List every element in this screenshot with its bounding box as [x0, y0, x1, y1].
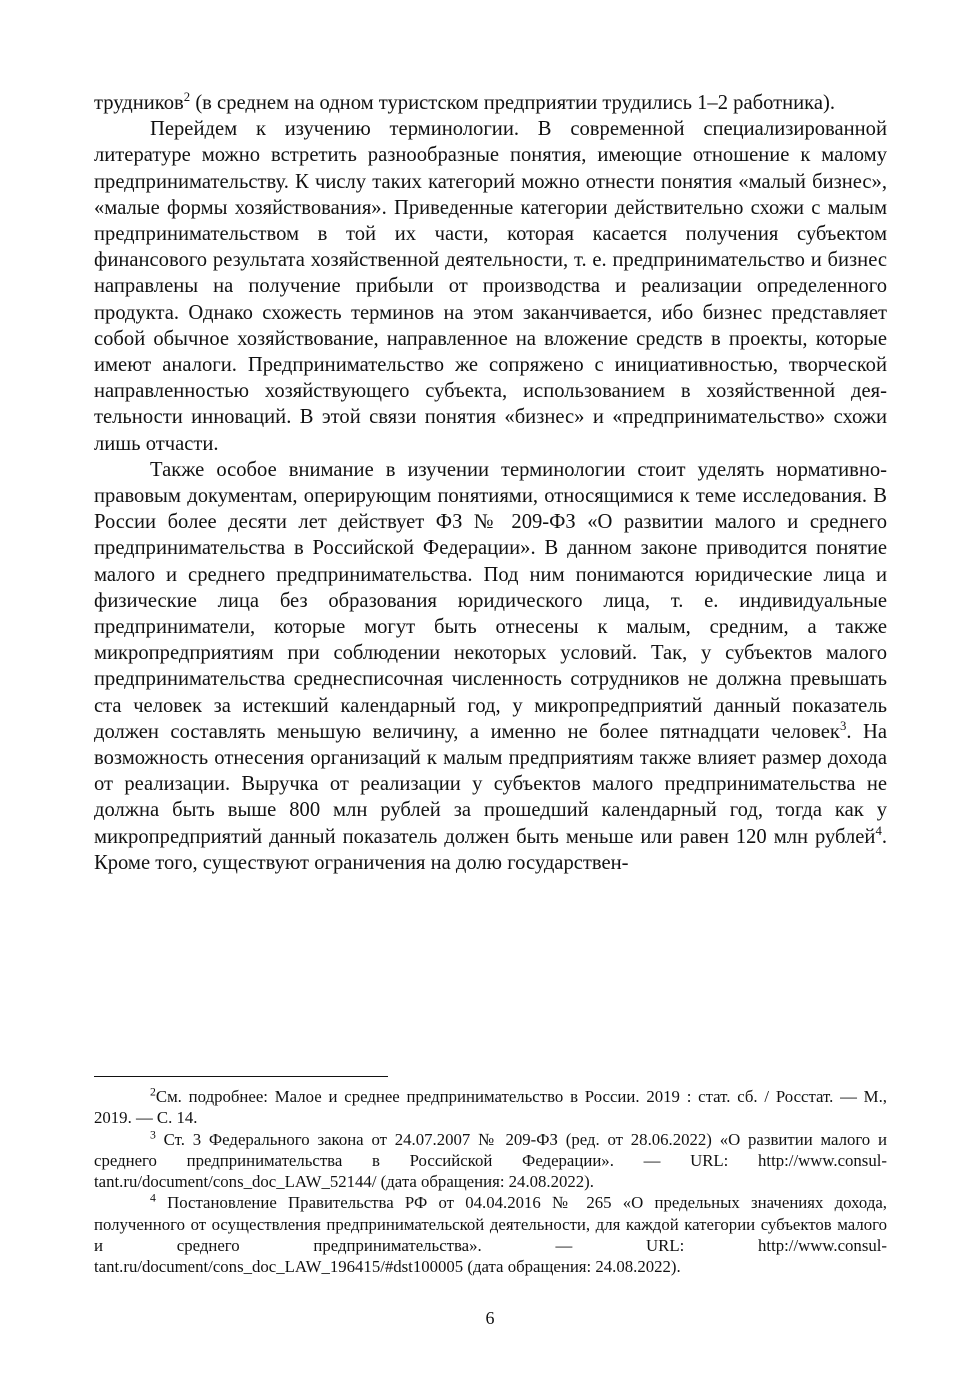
page-body [94, 90, 887, 876]
footnote-text: Постановление Правительства РФ от 04.04.2016 № 265 «О предельных значениях дохода, полученного от осуществления предпринимательской деятельности, для каждой категории субъектов малого и среднего предпринимательства». — URL: http://www.consultant.ru/document/cons_doc_LAW_196415/#dst100005 (дата обращения: 24.08.2022). [94, 1193, 887, 1277]
paragraph-3-text-end: . Кроме того, существуют ограничения на долю государствен- [94, 825, 887, 874]
footnote-number: 3 [150, 1128, 156, 1141]
footnote-separator [94, 1076, 388, 1077]
paragraph-3-text-start: Также особое внимание в изучении терминологии стоит уделять нормативно-правовым документам, оперирующим понятиями, относящимися к теме исследования. В России более десяти лет действует ФЗ № 209-ФЗ «О развитии малого и среднего предпринимательства в Российской Федерации». В данном законе приводится понятие малого и среднего предпринимательства. Под ним понимаются юридические лица и физические лица без образования юридического лица, т. е. индивидуальные предприниматели, которые могут быть отнесены к малым, средним, а также микропредприятиям при соблюдении некоторых условий. Так, у субъектов малого предпринимательства среднесписочная численность сотрудников не должна превышать ста человек за истекший календарный год, у микропредприятий данный показатель должен составлять меньшую величину, а именно не более пятнадцати человек [94, 458, 887, 743]
footnote-number: 2 [150, 1085, 156, 1099]
paragraph-1-text-end: (в среднем на одном туристском предприятии трудились 1–2 работника). [190, 92, 835, 114]
paragraph-3 [94, 457, 887, 876]
footnote-ref-4[interactable]: 4 [875, 823, 882, 838]
footnote-number: 4 [150, 1191, 156, 1205]
footnote-ref-2[interactable]: 2 [183, 90, 191, 105]
main-text [94, 90, 887, 876]
footnotes-section [94, 1076, 887, 1278]
footnote-2 [94, 1086, 887, 1129]
footnote-text: Ст. 3 Федерального закона от 24.07.2007 № 209-ФЗ (ред. от 28.06.2022) «О развитии малого и среднего предпринимательства в Российской Федерации». — URL: http://www.consultant.ru/document/cons_doc_LAW_52144/ (дата обращения: 24.08.2022). [94, 1129, 887, 1192]
footnote-text: См. подробнее: Малое и среднее предпринимательство в России. 2019 : стат. сб. / Росстат. — М., 2019. — С. 14. [94, 1087, 887, 1128]
footnote-4 [94, 1192, 887, 1277]
footnote-ref-3[interactable]: 3 [839, 719, 847, 734]
footnote-3 [94, 1129, 887, 1193]
paragraph-3-text-middle: . На возможность отнесения организаций к малым предприятиям также влияет размер дохода от реализации. Выручка от реализации у субъектов малого предпринимательства не должна быть выше 800 млн рублей за прошедший календарный год, тогда как у микропредприятий данный показатель должен быть меньше или равен 120 млн рублей [94, 720, 887, 848]
paragraph-1-text-start: трудников [94, 92, 184, 114]
page-number: 6 [485, 1308, 495, 1328]
paragraph-1 [94, 90, 887, 116]
paragraph-2: Перейдем к изучению терминологии. В современной специализированной литературе можно встретить разнообразные понятия, имеющие отношение к малому предпринимательству. К числу таких категорий можно отнести понятия «малый бизнес», «малые формы хозяйствования». Приведенные категории действительно схожи с малым предпринимательством в той их части, которая касается получения субъектом финансового результата хозяйственной деятельности, т. е. предпринимательство и бизнес направлены на получение прибыли от производства и реализации определенного продукта. Однако схожесть терминов на этом заканчивается, ибо бизнес представляет собой обычное хозяйствование, направленное на вложение средств в проекты, которые имеют аналоги. Предпринимательство же сопряжено с инициативностью, творческой направленностью хозяйствующего субъекта, использованием в хозяйственной деятельности инноваций. В этой связи понятия «бизнес» и «предпринимательство» схожи лишь отчасти. [94, 118, 887, 455]
